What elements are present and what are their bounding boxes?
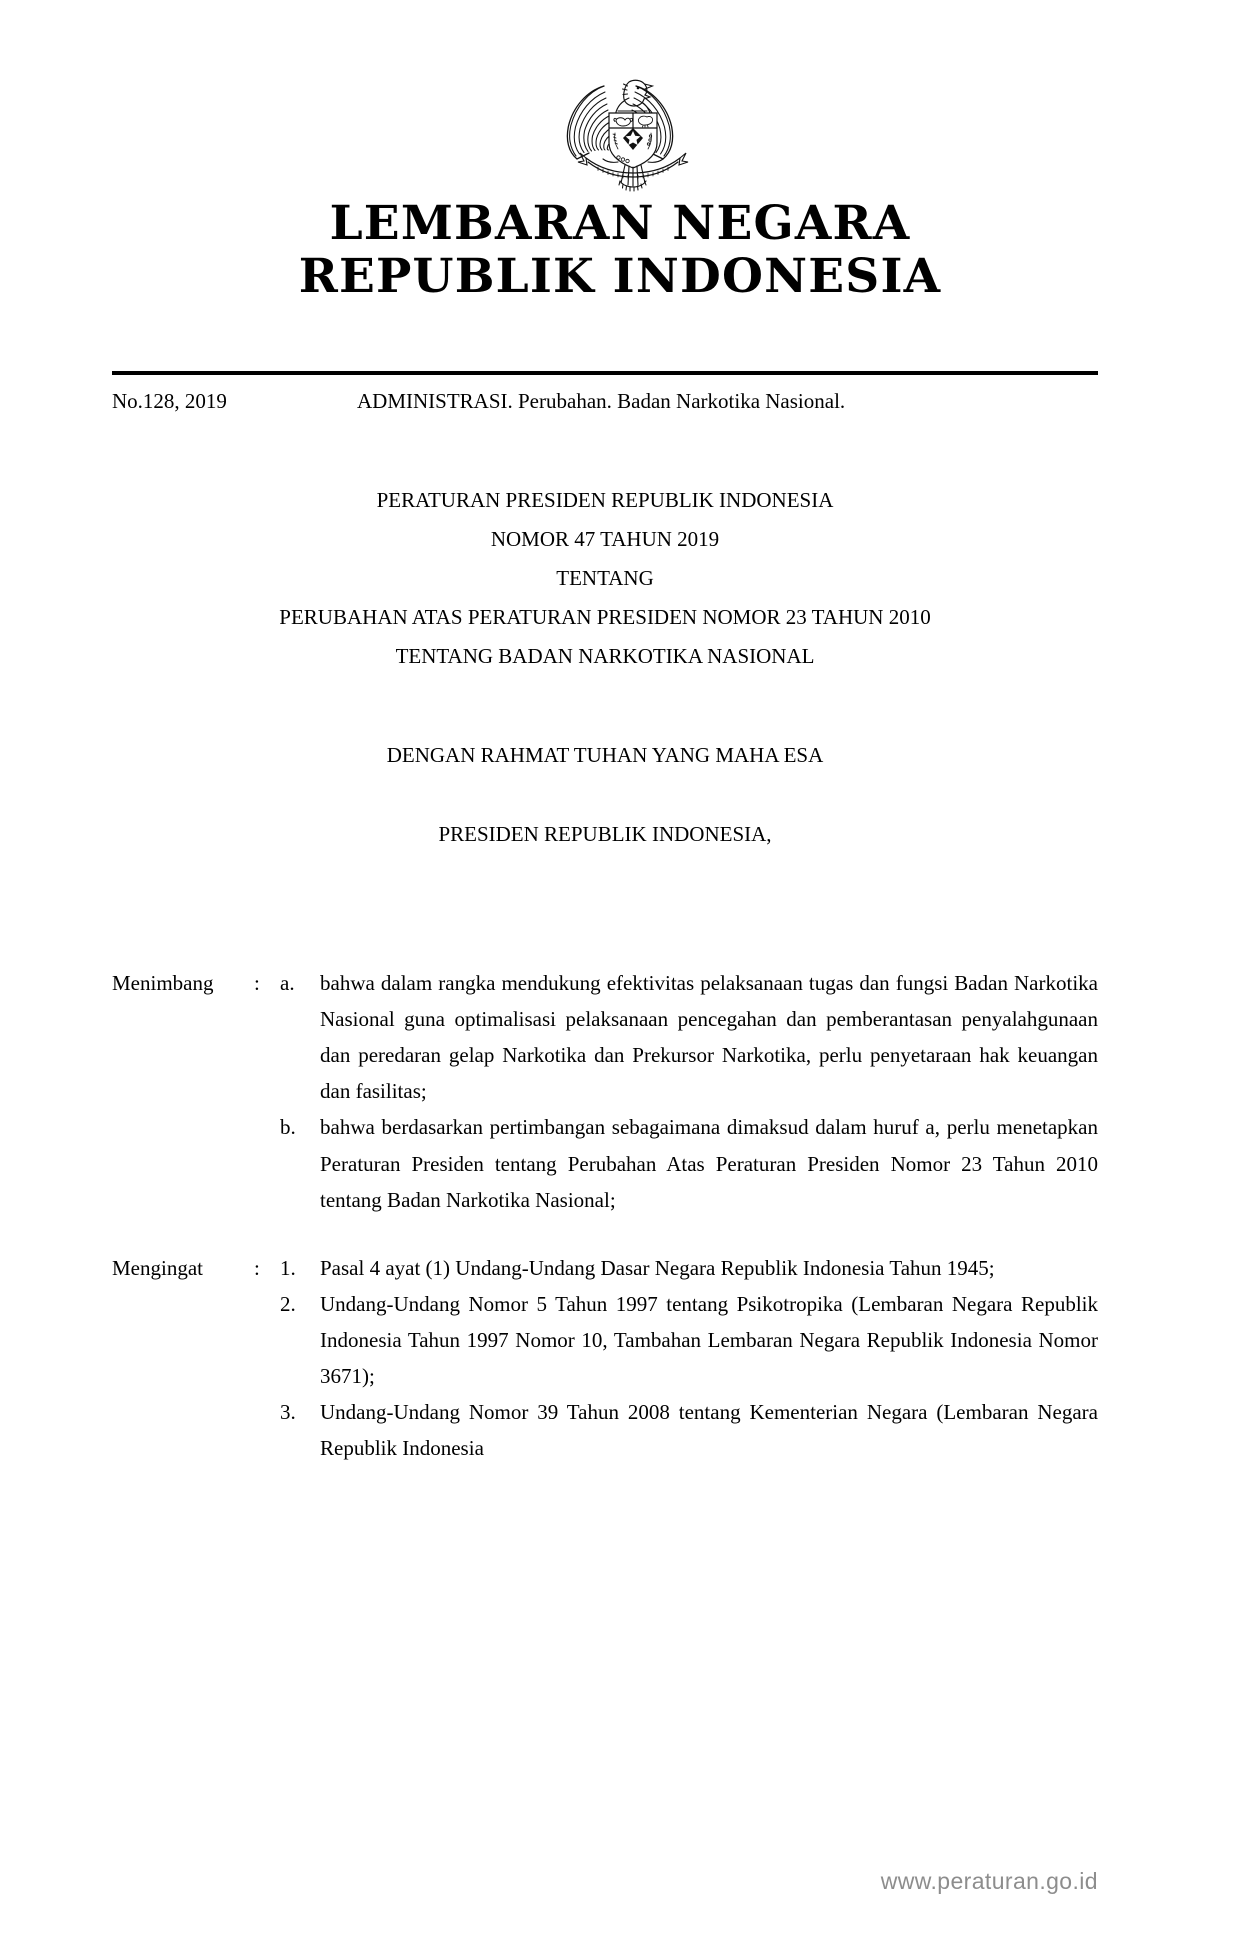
issue-header	[112, 387, 1098, 417]
masthead	[0, 198, 1240, 303]
section-mengingat	[112, 1250, 1098, 1467]
clause-item	[112, 1286, 1098, 1394]
item-text: Undang-Undang Nomor 39 Tahun 2008 tentang Kementerian Negara (Lembaran Negara Republik Indonesia	[320, 1400, 1098, 1461]
item-marker: 3.	[280, 1400, 296, 1425]
issue-subject: ADMINISTRASI. Perubahan. Badan Narkotika Nasional.	[357, 389, 846, 413]
title-line-2: NOMOR 47 TAHUN 2019	[490, 527, 720, 551]
authority-line: PRESIDEN REPUBLIK INDONESIA,	[438, 822, 772, 846]
clause-item	[112, 1394, 1098, 1466]
issue-number: No.128, 2019	[112, 389, 227, 413]
invocation-line: DENGAN RAHMAT TUHAN YANG MAHA ESA	[386, 743, 824, 767]
clause-item	[112, 965, 1098, 1109]
masthead-line-2: REPUBLIK INDONESIA	[298, 248, 942, 304]
section-colon: :	[254, 1255, 260, 1280]
section-colon: :	[254, 971, 260, 995]
item-marker: 2.	[280, 1291, 296, 1316]
item-marker: a.	[280, 971, 295, 995]
header-divider	[112, 371, 1098, 375]
clauses-container	[112, 965, 1098, 1466]
regulation-title-block	[112, 490, 1098, 667]
item-text: bahwa berdasarkan pertimbangan sebagaimana dimaksud dalam huruf a, perlu menetapkan Peraturan Presiden tentang Perubahan Atas Peraturan Presiden Nomor 23 Tahun 2010 tentang Badan Narkotika Nasional;	[320, 1115, 1098, 1212]
masthead-line-1: LEMBARAN NEGARA	[329, 196, 911, 251]
title-line-3: TENTANG	[556, 566, 654, 590]
title-line-4: PERUBAHAN ATAS PERATURAN PRESIDEN NOMOR 23 TAHUN 2010	[279, 605, 931, 629]
title-line-5: TENTANG BADAN NARKOTIKA NASIONAL	[395, 644, 815, 668]
clause-item	[112, 1250, 1098, 1286]
item-text: Undang-Undang Nomor 5 Tahun 1997 tentang Psikotropika (Lembaran Negara Republik Indonesia Tahun 1997 Nomor 10, Tambahan Lembaran Negara Republik Indonesia Nomor 3671);	[320, 1291, 1098, 1389]
section-label: Menimbang	[112, 971, 214, 995]
clause-item	[112, 1109, 1098, 1217]
item-marker: 1.	[280, 1255, 296, 1280]
section-label: Mengingat	[112, 1255, 203, 1280]
item-text: Pasal 4 ayat (1) Undang-Undang Dasar Negara Republik Indonesia Tahun 1945;	[320, 1255, 995, 1280]
section-menimbang	[112, 965, 1098, 1218]
title-line-1: PERATURAN PRESIDEN REPUBLIK INDONESIA	[376, 488, 834, 512]
item-text: bahwa dalam rangka mendukung efektivitas pelaksanaan tugas dan fungsi Badan Narkotika Nasional guna optimalisasi pelaksanaan pencegahan dan pemberantasan penyalahgunaan dan peredaran gelap Narkotika dan Prekursor Narkotika, perlu penyetaraan hak keuangan dan fasilitas;	[320, 971, 1098, 1104]
item-marker: b.	[280, 1115, 296, 1140]
garuda-pancasila-icon	[545, 55, 695, 195]
footer-url-watermark: www.peraturan.go.id	[880, 1868, 1098, 1894]
emblem-container	[0, 55, 1240, 200]
